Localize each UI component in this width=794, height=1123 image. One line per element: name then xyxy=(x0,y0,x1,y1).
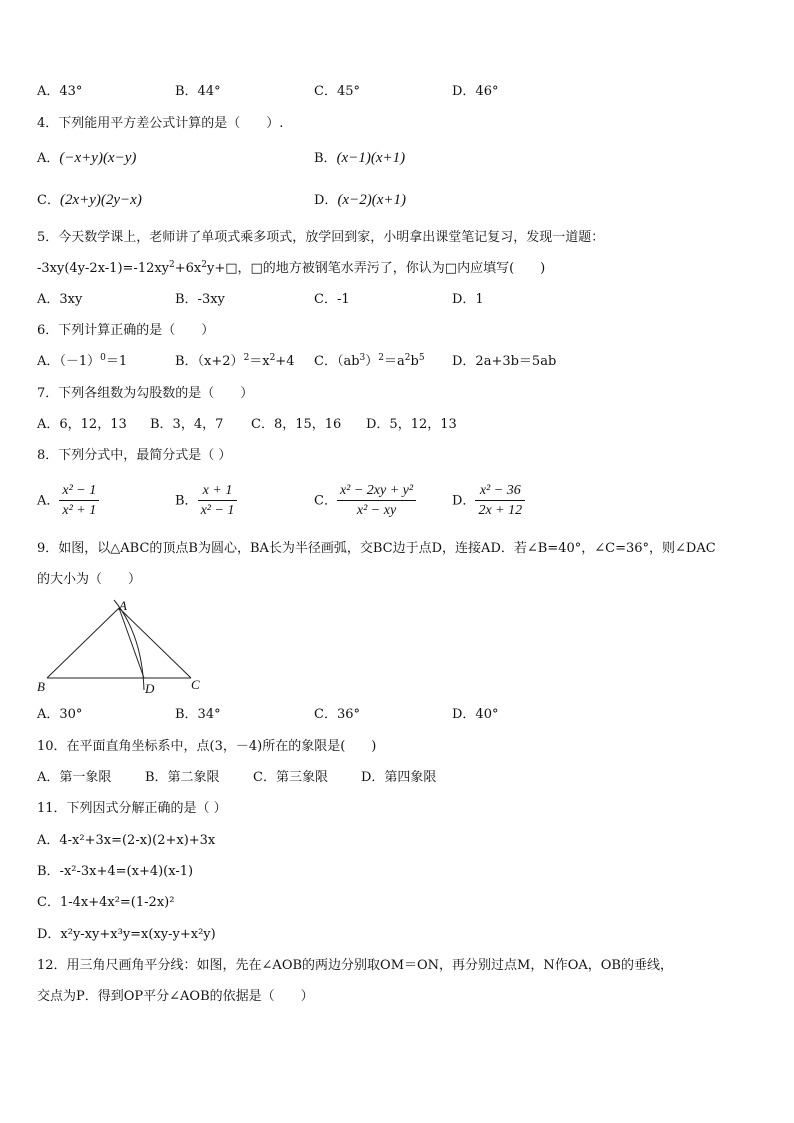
q3-option-b: B．44° xyxy=(175,84,221,99)
q7-option-c: C．8，15，16 xyxy=(251,417,342,432)
q8-a-fraction xyxy=(59,483,99,519)
q9-option-a: A．30° xyxy=(37,707,83,722)
q4-b-expr: (x−1)(x+1) xyxy=(336,150,406,166)
q6-b-part-2: ＝x xyxy=(249,354,270,369)
q6-c-part-4: b xyxy=(410,354,419,369)
q8-d-numerator: x² − 36 xyxy=(475,483,525,501)
q9-label-d: D xyxy=(145,681,155,696)
q4-a-expr: (−x+y)(x−y) xyxy=(59,150,137,166)
q4-option-b xyxy=(314,150,405,167)
q12-stem-line-2: 交点为P．得到OP平分∠AOB的依据是（ ） xyxy=(37,989,314,1004)
q6-c-sup: 3 xyxy=(359,353,366,363)
q6-b-part: B．（x+2） xyxy=(175,354,244,369)
q8-a-numerator: x² − 1 xyxy=(59,483,99,501)
q6-b-part-3: +4 xyxy=(275,354,295,369)
q6-option-a xyxy=(37,354,127,370)
q8-a-denominator: x² + 1 xyxy=(62,503,97,518)
q11-option-b: B．-x²-3x+4=(x+4)(x-1) xyxy=(37,864,194,879)
q6-c-part-3: ＝a xyxy=(384,354,405,369)
q9-stem-line-2: 的大小为（ ） xyxy=(37,572,142,587)
q6-a-part-2: ＝1 xyxy=(105,354,128,369)
q9-label-a: A xyxy=(119,598,127,613)
q4-d-expr: (x−2)(x+1) xyxy=(337,192,406,208)
q9-segment-ad xyxy=(119,608,144,678)
q12-stem-line-1: 12．用三角尺画角平分线：如图，先在∠AOB的两边分别取OM＝ON，再分别过点M，N作OA，OB的垂线， xyxy=(37,958,673,973)
q4-c-label: C． xyxy=(37,193,60,208)
q6-b-sup: 2 xyxy=(243,353,250,363)
q8-c-numerator: x² − 2xy + y² xyxy=(337,483,416,501)
q5-sup-2: 2 xyxy=(201,260,207,270)
q9-stem-line-1: 9．如图，以△ABC的顶点B为圆心，BA长为半径画弧，交BC边于点D，连接AD．若∠B=40°，∠C=36°，则∠DAC xyxy=(37,541,716,556)
q9-segment-ac xyxy=(119,608,191,678)
q6-option-b xyxy=(175,354,295,370)
q6-a-sup: 0 xyxy=(100,353,106,363)
q10-option-a: A．第一象限 xyxy=(37,770,112,785)
q10-option-d: D．第四象限 xyxy=(361,770,437,785)
q8-b-numerator: x + 1 xyxy=(198,483,238,501)
q8-option-d xyxy=(452,483,525,519)
q4-option-a xyxy=(37,150,136,167)
q11-option-a: A．4-x²+3x=(2-x)(2+x)+3x xyxy=(37,833,216,848)
q5-option-b: B．-3xy xyxy=(175,292,225,307)
q8-c-denominator: x² − xy xyxy=(356,503,397,518)
q6-b-sup-2: 2 xyxy=(269,353,276,363)
q8-option-b xyxy=(175,483,237,519)
q5-expression xyxy=(37,261,545,277)
q5-stem: 5．今天数学课上，老师讲了单项式乘多项式，放学回到家，小明拿出课堂笔记复习，发现一道题： xyxy=(37,230,605,245)
q5-expr-part-3: y+□，□的地方被钢笔水弄污了，你认为□内应填写( ) xyxy=(207,261,546,276)
q8-c-fraction xyxy=(337,483,416,519)
q6-c-sup-3: 2 xyxy=(404,353,411,363)
q4-b-label: B． xyxy=(314,151,337,166)
q6-c-sup-4: 5 xyxy=(418,353,425,363)
q4-c-expr: (2x+y)(2y−x) xyxy=(59,192,142,208)
q6-a-part: A．（－1） xyxy=(37,354,101,369)
q10-option-b: B．第二象限 xyxy=(145,770,220,785)
q9-label-c: C xyxy=(191,677,200,692)
q8-b-label: B． xyxy=(175,493,198,509)
q10-option-c: C．第三象限 xyxy=(253,770,328,785)
q8-d-denominator: 2x + 12 xyxy=(478,503,523,518)
q8-d-fraction xyxy=(475,483,525,519)
q5-option-a: A．3xy xyxy=(37,292,83,307)
q4-stem: 4．下列能用平方差公式计算的是（ ）. xyxy=(37,116,284,131)
q6-c-part-2: ） xyxy=(365,354,379,369)
q3-option-d: D．46° xyxy=(452,84,499,99)
q7-stem: 7．下列各组数为勾股数的是（ ） xyxy=(37,386,254,401)
q8-b-fraction xyxy=(198,483,238,519)
q6-c-part: C．（ab xyxy=(314,354,360,369)
q11-option-c: C．1-4x+4x²=(1-2x)² xyxy=(37,895,175,910)
q9-option-b: B．34° xyxy=(175,707,221,722)
q8-c-label: C． xyxy=(314,493,337,509)
q8-d-label: D． xyxy=(452,493,476,509)
q4-option-c xyxy=(37,192,142,209)
q8-a-label: A． xyxy=(37,493,60,509)
q8-option-a xyxy=(37,483,99,519)
q8-stem: 8．下列分式中，最简分式是（ ） xyxy=(37,448,232,463)
q4-d-label: D． xyxy=(314,193,338,208)
q10-stem: 10．在平面直角坐标系中，点(3，－4)所在的象限是( ) xyxy=(37,739,377,754)
q6-stem: 6．下列计算正确的是（ ） xyxy=(37,323,215,338)
q6-option-c xyxy=(314,354,425,370)
q9-segment-ba xyxy=(47,608,119,678)
q5-option-c: C．-1 xyxy=(314,292,350,307)
q5-expr-part-1: -3xy(4y-2x-1)=-12xy xyxy=(37,261,170,276)
q3-option-c: C．45° xyxy=(314,84,360,99)
q6-c-sup-2: 2 xyxy=(378,353,385,363)
q9-option-c: C．36° xyxy=(314,707,360,722)
q8-b-denominator: x² − 1 xyxy=(200,503,235,518)
q11-stem: 11．下列因式分解正确的是（ ） xyxy=(37,801,227,816)
q6-option-d: D．2a+3b＝5ab xyxy=(452,354,557,369)
q5-option-d: D．1 xyxy=(452,292,484,307)
q11-option-d: D．x²y-xy+x³y=x(xy-y+x²y) xyxy=(37,927,216,942)
q4-option-d xyxy=(314,192,406,209)
q7-option-b: B．3，4，7 xyxy=(150,417,224,432)
q7-option-a: A．6，12，13 xyxy=(37,417,127,432)
q8-option-c xyxy=(314,483,416,519)
q3-option-a: A．43° xyxy=(37,84,83,99)
q7-option-d: D．5，12，13 xyxy=(366,417,457,432)
q5-sup-1: 2 xyxy=(169,260,175,270)
q4-a-label: A． xyxy=(37,151,60,166)
q5-expr-part-2: +6x xyxy=(174,261,202,276)
q9-label-b: B xyxy=(37,679,45,694)
q9-option-d: D．40° xyxy=(452,707,499,722)
